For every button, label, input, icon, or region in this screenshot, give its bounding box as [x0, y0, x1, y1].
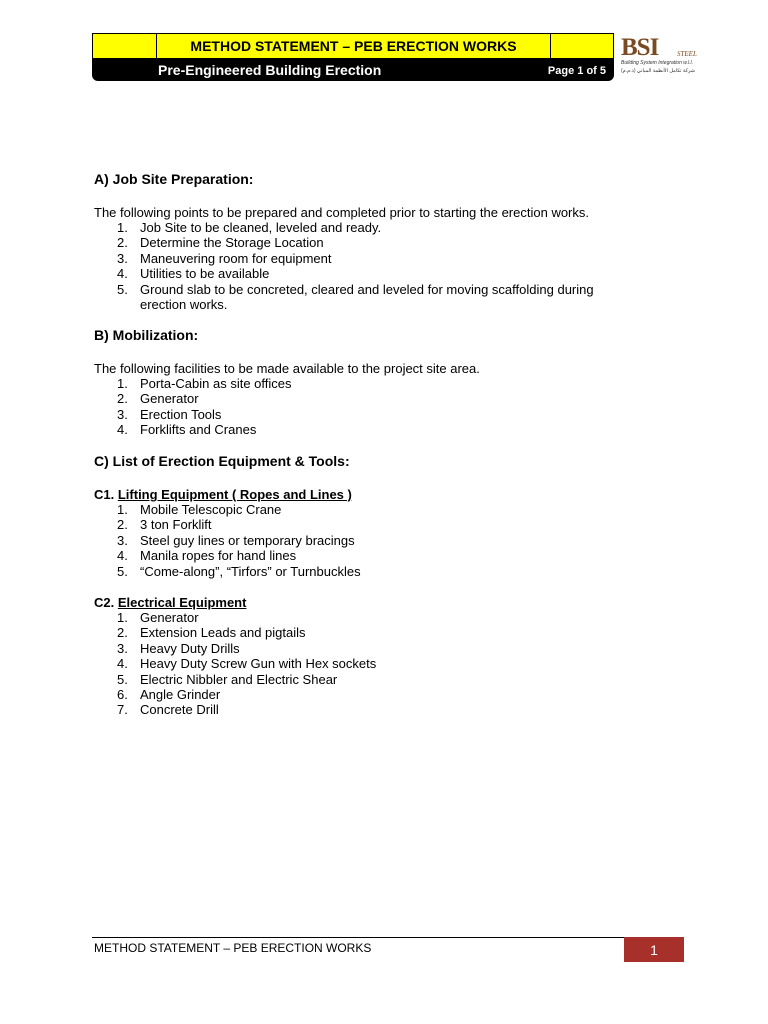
logo-company-name-arabic: شركة تكامل الأنظمة المباني (ذ.م.م) [621, 68, 695, 74]
header-right-cell [550, 34, 613, 58]
section-b-heading: B) Mobilization: [94, 327, 199, 343]
footer-rule [92, 937, 684, 938]
section-c1-title: Lifting Equipment ( Ropes and Lines ) [117, 487, 352, 502]
logo-steel-text: STEEL [677, 50, 697, 58]
logo-mark: BSI [621, 34, 659, 61]
footer-page-number: 1 [624, 937, 684, 962]
header-subtitle-bar [92, 59, 614, 81]
section-c2-heading: C2. Electrical Equipment [94, 595, 247, 610]
section-c-heading: C) List of Erection Equipment & Tools: [94, 453, 350, 469]
document-subtitle: Pre-Engineered Building Erection [158, 62, 382, 78]
section-a-heading: A) Job Site Preparation: [94, 171, 254, 187]
document-title: METHOD STATEMENT – PEB ERECTION WORKS [190, 38, 517, 54]
footer-title: METHOD STATEMENT – PEB ERECTION WORKS [94, 941, 372, 955]
header-title-bar [92, 33, 614, 59]
logo-company-name: Building System Integration w.l.l. [621, 60, 693, 66]
header-left-cell [93, 34, 157, 58]
section-a-intro: The following points to be prepared and completed prior to starting the erection works. [94, 205, 589, 220]
section-c1-heading: C1. Lifting Equipment ( Ropes and Lines ) [94, 487, 352, 502]
section-c2-title: Electrical Equipment [117, 595, 247, 610]
section-b-intro: The following facilities to be made available to the project site area. [94, 361, 480, 376]
company-logo [619, 34, 697, 82]
page-indicator: Page 1 of 5 [547, 65, 606, 77]
